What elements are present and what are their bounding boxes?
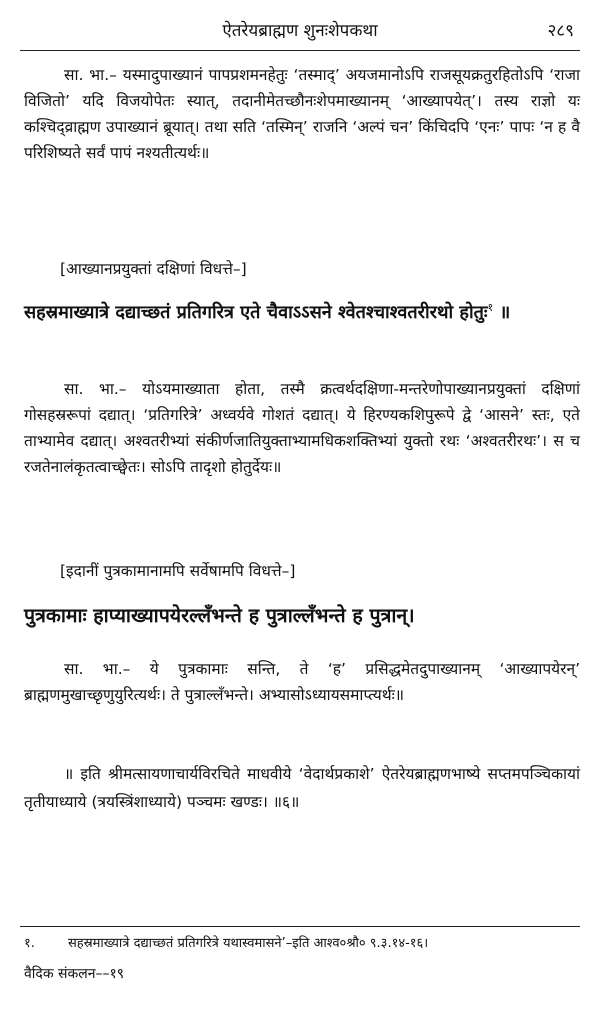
printer-signature: वैदिक संकलन––१९ <box>24 966 125 982</box>
verse-2: पुत्रकामाः हाप्याख्यापयेरल्लँभन्ते ह पुत्राल्लँभन्ते ह पुत्रान्। <box>24 604 415 627</box>
footnote-rule <box>20 926 580 927</box>
verse-1-text: सहस्रमाख्यात्रे दद्याच्छतं प्रतिगरित्र एते चैवाऽऽसने श्वेतश्चाश्वतरीरथो होतुः <box>24 302 488 323</box>
instruction-heading-1: [आख्यानप्रयुक्तां दक्षिणां विधत्ते–] <box>60 260 247 278</box>
running-header <box>0 14 600 50</box>
commentary-paragraph-3: सा. भा.– ये पुत्रकामाः सन्ति, ते ‘ह’ प्रसिद्धमेतदुपाख्यानम् ‘आख्यापयेरन्’ ब्राह्मणमुखाच्छृणुयुरित्यर्थः। ते पुत्राल्लँभन्ते। अभ्यासोऽध्यायसमाप्त्यर्थः॥ <box>24 660 580 704</box>
footnote-mark: १. <box>24 936 35 951</box>
verse-1 <box>24 292 580 328</box>
chapter-colophon: ॥ इति श्रीमत्सायणाचार्यविरचिते माधवीये ‘वेदार्थप्रकाशे’ ऐतरेयब्राह्मणभाष्ये सप्तमपञ्चिकायां तृतीयाध्याये (त्रयस्त्रिंशाध्याये) पञ्चमः खण्डः। ॥६॥ <box>24 765 580 811</box>
footnote-text: सहस्रमाख्यात्रे दद्याच्छतं प्रतिगरित्रे यथास्वमासने’–इति आश्व०श्रौ० ९.३.१४-१६। <box>68 936 429 951</box>
page-number: २८९ <box>547 21 574 41</box>
footnote-reference: १ <box>487 301 494 314</box>
header-rule <box>20 50 580 51</box>
verse-1-end: ॥ <box>493 302 511 323</box>
commentary-paragraph-1: सा. भा.– यस्मादुपाख्यानं पापप्रशमनहेतुः ‘तस्माद्’ अयजमानोऽपि राजसूयक्रतुरहितोऽपि ‘राजा विजितो’ यदि विजयोपेतः स्यात्, तदानीमेतच्छौनःशेपमाख्यानम् ‘आख्यापयेत्’। तस्य राज्ञो यः कश्चिद्व्राह्मण उपाख्यानं ब्रूयात्। तथा सति ‘तस्मिन्’ राजनि ‘अल्पं चन’ किंचिदपि ‘एनः’ पापः ‘न ह वै परिशिष्यते सर्वं पापं नश्यतीत्यर्थः॥ <box>24 66 580 162</box>
header-title: ऐतरेयब्राह्मण शुनःशेपकथा <box>222 21 378 41</box>
instruction-heading-2: [इदानीं पुत्रकामानामपि सर्वेषामपि विधत्ते–] <box>60 562 296 580</box>
commentary-paragraph-2: सा. भा.– योऽयमाख्याता होता, तस्मै क्रत्वर्थदक्षिणा-मन्तरेणोपाख्यानप्रयुक्तां दक्षिणां गोसहस्ररूपां दद्यात्। ‘प्रतिगरित्रे’ अध्वर्यवे गोशतं दद्यात्। ये हिरण्यकशिपुरूपे द्वे ‘आसने’ स्तः, एते ताभ्यामेव दद्यात्। अश्वतरीभ्यां संकीर्णजातियुक्ताभ्यामधिकशक्तिभ्यां युक्तो रथः ‘अश्वतरीरथः’। स च रजतेनालंकृतत्वाच्छ्वेतः। सोऽपि तादृशो होतुर्देयः॥ <box>24 380 580 476</box>
footnote <box>24 934 580 954</box>
